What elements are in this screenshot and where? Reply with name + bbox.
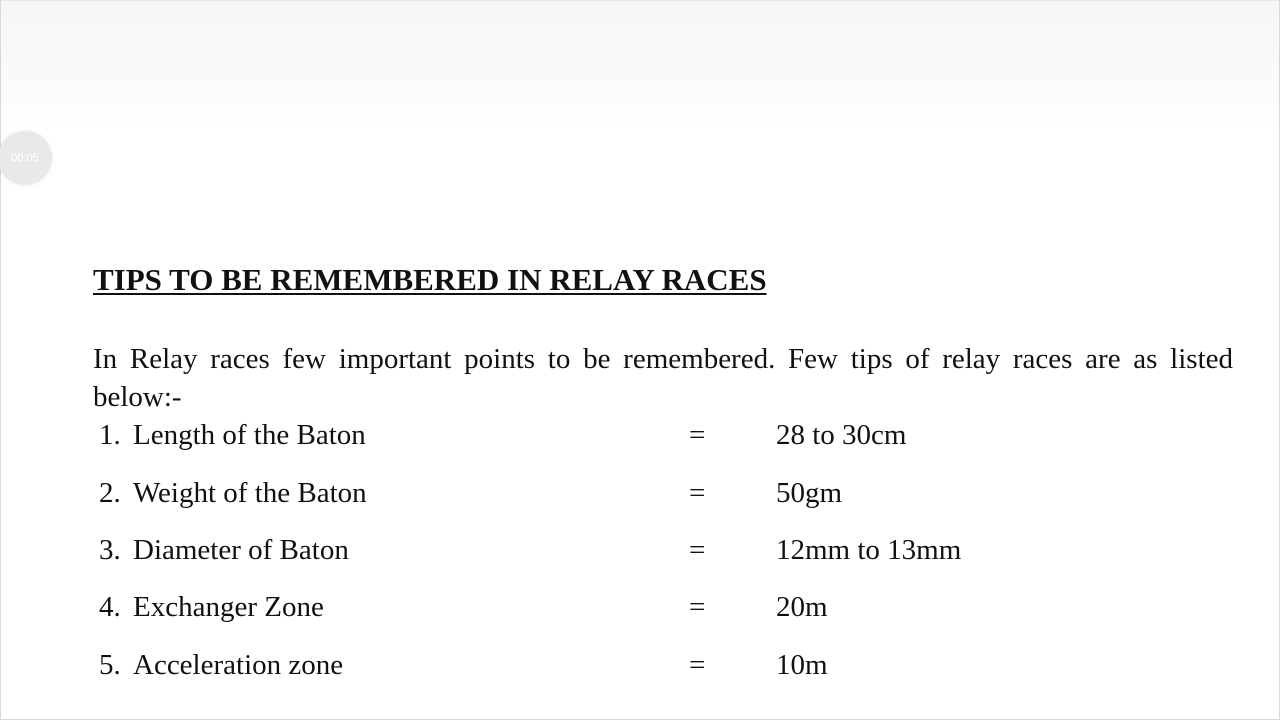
tip-label: Diameter of Baton xyxy=(133,534,349,566)
tip-number: 5. xyxy=(99,649,121,681)
tip-label: Weight of the Baton xyxy=(133,477,367,509)
tip-row-acceleration-zone xyxy=(0,645,1280,685)
tip-number: 3. xyxy=(99,534,121,566)
tip-value: 20m xyxy=(776,591,828,623)
intro-paragraph: In Relay races few important points to be remembered. Few tips of relay races are as listed below:- xyxy=(93,343,1233,413)
timestamp-text: 00:05 xyxy=(11,152,39,164)
equals-sign: = xyxy=(689,477,706,509)
tip-row-weight xyxy=(0,473,1280,513)
equals-sign: = xyxy=(689,649,706,681)
tip-label: Exchanger Zone xyxy=(133,591,324,623)
tip-row-length xyxy=(0,415,1280,455)
tip-label: Acceleration zone xyxy=(133,649,344,681)
tip-number: 2. xyxy=(99,477,121,509)
equals-sign: = xyxy=(689,419,706,451)
tip-value: 10m xyxy=(776,649,828,681)
tip-value: 12mm to 13mm xyxy=(776,534,962,566)
tip-number: 4. xyxy=(99,591,121,623)
tip-row-exchange-zone xyxy=(0,587,1280,627)
tip-number: 1. xyxy=(99,419,121,451)
tip-label: Length of the Baton xyxy=(133,419,366,451)
tip-row-diameter xyxy=(0,530,1280,570)
equals-sign: = xyxy=(689,591,706,623)
tip-value: 50gm xyxy=(776,477,843,509)
tip-value: 28 to 30cm xyxy=(776,419,907,451)
equals-sign: = xyxy=(689,534,706,566)
document-title: TIPS TO BE REMEMBERED IN RELAY RACES xyxy=(93,262,767,297)
